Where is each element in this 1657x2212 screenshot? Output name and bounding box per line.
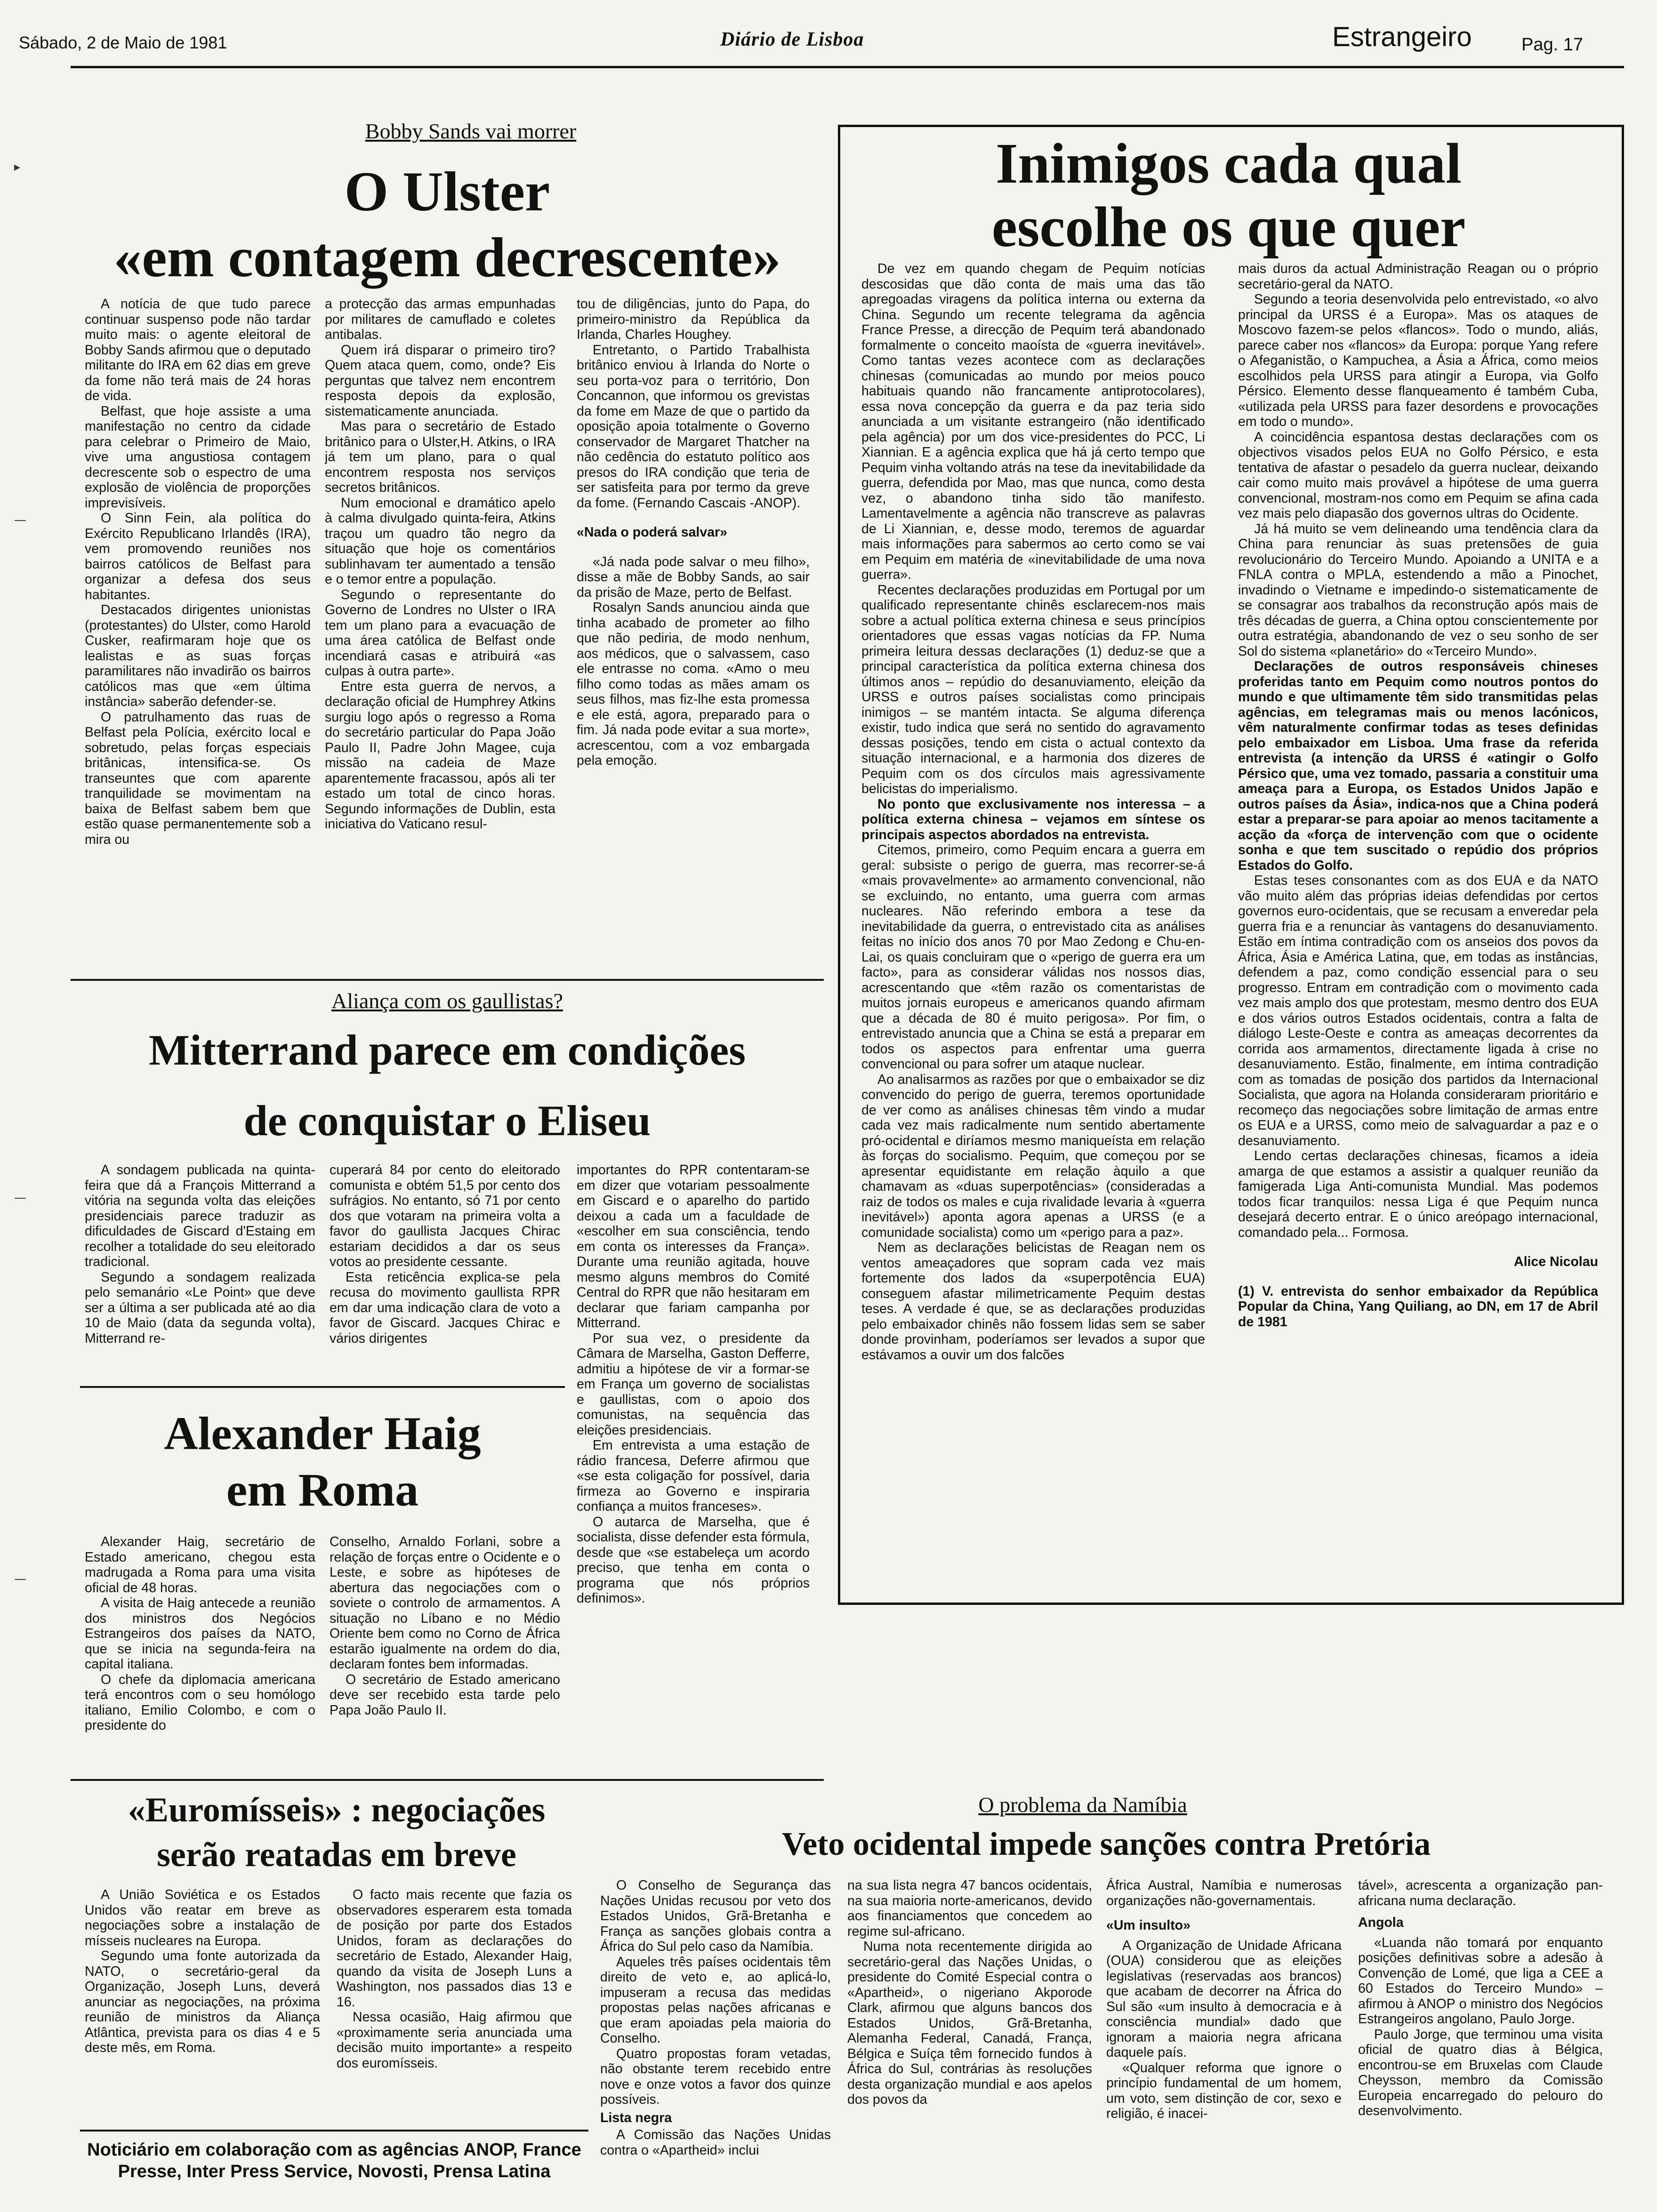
paragraph: cuperará 84 por cento do eleitorado comunista e obtém 51,5 por cento dos sufrágios. No entanto, só 71 por cento dos que votaram na primeira volta a favor do gaullista Jacques Chirac estariam decididos a dar os seus votos ao presidente cessante.	[330, 1162, 560, 1269]
article-column	[330, 1162, 560, 1379]
paragraph: Destacados dirigentes unionistas (protestantes) do Ulster, como Harold Cusker, reafirmaram hoje que os lealistas e as suas forças paramilitares não invadirão os bairros católicos mas que «em última instância» saberão defender-se.	[85, 602, 311, 709]
paragraph: Esta reticência explica-se pela recusa do movimento gaullista RPR em dar uma indicação clara de voto a favor de Giscard. Jacques Chirac e vários dirigentes	[330, 1269, 560, 1346]
paragraph: tou de diligências, junto do Papa, do primeiro-ministro da República da Irlanda, Charles Houghey.	[577, 297, 810, 342]
paragraph: Alexander Haig, secretário de Estado americano, chegou esta madrugada a Roma para uma visita oficial de 48 horas.	[85, 1534, 315, 1595]
margin-mark-icon: —	[14, 1572, 26, 1586]
paragraph: a protecção das armas empunhadas por militares de camuflado e coletes antibalas.	[325, 297, 555, 342]
article-column	[861, 261, 1205, 1579]
paragraph: O facto mais recente que fazia os observadores esperarem esta tomada de posição por parte dos Estados Unidos, foram as declarações do secretário de Estado, Alexander Haig, quando da visita de Joseph Luns a Washington, nos passados dias 13 e 16.	[337, 1887, 572, 2010]
paragraph: África Austral, Namíbia e numerosas organizações não-governamentais.	[1106, 1878, 1342, 1908]
paragraph: Quem irá disparar o primeiro tiro? Quem ataca quem, como, onde? Eis perguntas que talvez nem encontrem resposta depois da explosão, sistematicamente anunciada.	[325, 342, 555, 419]
article-headline: «Euromísseis» : negociações	[128, 1791, 546, 1829]
article-headline: Mitterrand parece em condições	[148, 1026, 746, 1074]
article-headline: em Roma	[226, 1464, 419, 1516]
article-column	[325, 297, 555, 965]
paragraph: A visita de Haig antecede a reunião dos ministros dos Negócios Estrangeiros dos países da NATO, que se inicia na segunda-feira na capital italiana.	[85, 1595, 315, 1672]
article-column	[577, 297, 810, 965]
article-column	[600, 1878, 831, 2203]
paragraph: «Qualquer reforma que ignore o princípio fundamental de um homem, um voto, sem distinção de cor, sexo e religião, é inacei-	[1106, 2060, 1342, 2121]
agencies-credit: Noticiário em colaboração com as agências ANOP, France Presse, Inter Press Service, Novosti, Prensa Latina	[87, 2140, 581, 2181]
paragraph: Nem as declarações belicistas de Reagan nem os ventos ameaçadores que sopram cada vez mais fortemente dos lados da «superpotência EUA) conseguem afastar milimetricamente Pequim destas teses. A verdade é que, se as declarações produzidas pelo embaixador chinês não fossem lidas sem se saber donde provinham, poderíamos ser levados a supor que estávamos a ouvir um dos falcões	[861, 1240, 1205, 1362]
paragraph: Rosalyn Sands anunciou ainda que tinha acabado de prometer ao filho que não pediria, de modo nenhum, aos médicos, que o salvassem, caso ele entrasse no coma. «Amo o meu filho como todas as mães amam os seus filhos, mas fiz-lhe esta promessa e ele está, agora, preparado para o fim. Já nada pode evitar a sua morte», acrescentou, com a voz embargada pela emoção.	[577, 600, 810, 768]
paragraph: Citemos, primeiro, como Pequim encara a guerra em geral: subsiste o perigo de guerra, mas recorrer-se-á «mais provavelmente» ao armamento convencional, não se excluindo, no entanto, uma guerra com armas nucleares. Não referindo embora a tese da inevitabilidade da guerra, o entrevistado cita as análises feitas no início dos anos 70 por Mao Zedong e Chu-en-Lai, os quais concluiram que o «perigo de guerra era um facto», para as considerar válidas nos nossos dias, acrescentando que «têm razão os comentaristas de muitos jornais europeus e americanos quando afirmam que a década de 80 é muito perigosa». Por fim, o entrevistado anuncia que a China se está a preparar em todos os aspectos para enfrentar uma guerra convencional ou para sofrer um ataque nuclear.	[861, 842, 1205, 1072]
subheading: Lista negra	[600, 2110, 672, 2125]
paragraph: A União Soviética e os Estados Unidos vão reatar em breve as negociações sobre a instalação de mísseis nucleares na Europa.	[85, 1887, 320, 1948]
paragraph: Já há muito se vem delineando uma tendência clara da China para renunciar às suas pretensões de guia revolucionário do Terceiro Mundo. Apoiando a UNITA e a FNLA contra o MPLA, estendendo a mão a Pinochet, invadindo o Vietname e impedindo-o sistematicamente de se consagrar aos trabalhos da reconstrução após mais de três décadas de guerra, a China optou conscientemente por outra estratégia, abandonando de vez o seu sonho de ser Sol do sistema «planetário» do «Terceiro Mundo».	[1238, 521, 1598, 659]
margin-mark-icon: ▸	[14, 160, 21, 174]
issue-date: Sábado, 2 de Maio de 1981	[19, 33, 227, 52]
paragraph: Nessa ocasião, Haig afirmou que «proximamente seria anunciada uma decisão muito importante» a respeito dos euromísseis.	[337, 2010, 572, 2071]
paragraph: A sondagem publicada na quinta-feira que dá a François Mitterrand a vitória na segunda volta das eleições presidenciais parece traduzir as dificuldades de Giscard d'Estaing em recolher a totalidade do seu eleitorado tradicional.	[85, 1162, 315, 1269]
article-kicker: Aliança com os gaullistas?	[331, 989, 563, 1013]
paragraph: Belfast, que hoje assiste a uma manifestação no centro da cidade para celebrar o Primeiro de Maio, vive uma angustiosa contagem decrescente sob o espectro de uma explosão de violência de proporções imprevisíveis.	[85, 403, 311, 511]
masthead: Diário de Lisboa	[720, 29, 864, 50]
article-column	[1358, 1878, 1603, 2203]
paragraph: Segundo o representante do Governo de Londres no Ulster o IRA tem um plano para a evacuação de uma área católica de Belfast onde incendiará casas e atribuirá «as culpas à outra parte».	[325, 587, 555, 679]
article-kicker: Bobby Sands vai morrer	[365, 119, 577, 143]
margin-mark-icon: —	[14, 513, 26, 527]
paragraph: Estas teses consonantes com as dos EUA e da NATO vão muito além das próprias ideias defendidas por certos governos euro-ocidentais, que se recusam a enveredar pela guerra fria e a renunciar às vantagens do desanuviamento. Estão em íntima contradição com os anseios dos povos da África, Ásia e América Latina, que, em todas as instâncias, defendem a paz, como condição essencial para o seu progresso. Entram em contradição com o movimento cada vez mais amplo dos que protestam, mesmo dentro dos EUA e dos vários outros Estados ocidentais, contra a falta de diálogo Leste-Oeste e contra as ameaças decorrentes da corrida aos armamentos, directamente ligada à crise no desanuviamento. Estão, finalmente, em íntima contradição com as tomadas de posição dos partidos da Internacional Socialista, que agora na Holanda consideraram prioritário e recomeço das negociações sobre limitação de armas entre os EUA e a URSS, como meio de salvaguardar a paz e o desanuviamento.	[1238, 873, 1598, 1148]
subheading: Angola	[1358, 1915, 1404, 1930]
paragraph: «Luanda não tomará por enquanto posições definitivas sobre a adesão à Convenção de Lomé, que liga a CEE a 60 Estados do Terceiro Mundo» – afirmou à ANOP o ministro dos Negócios Estrangeiros angolano, Paulo Jorge.	[1358, 1935, 1603, 2027]
paragraph: Aqueles três países ocidentais têm direito de veto e, ao aplicá-lo, impuseram a recusa das medidas propostas pelas nações africanas e que eram apoiadas pela maioria do Conselho.	[600, 1954, 831, 2046]
page-number: Pag. 17	[1521, 35, 1583, 55]
article-headline: Inimigos cada qual	[996, 132, 1462, 195]
paragraph: Segundo a teoria desenvolvida pelo entrevistado, «o alvo principal da URSS é a Europa». Mas os ataques de Moscovo fazem-se pelos «flancos». Todo o mundo, aliás, parece caber nos «flancos» da Europa: porque Yang refere o Afeganistão, o Kampuchea, a Ásia a África, como meios escolhidos pela URSS para atingir a Europa, via Golfo Pérsico. Elemento desse flanqueamento é também Cuba, «utilizada pela URSS para fazer desordens e provocações em todo o mundo».	[1238, 292, 1598, 429]
paragraph: A notícia de que tudo parece continuar suspenso pode não tardar muito mais: o agente eleitoral de Bobby Sands afirmou que o deputado militante do IRA em 62 dias em greve da fome não terá mais de 24 horas de vida.	[85, 297, 311, 403]
paragraph: A Comissão das Nações Unidas contra o «Apartheid» inclui	[600, 2127, 831, 2158]
paragraph: O autarca de Marselha, que é socialista, disse defender esta fórmula, desde que «se estabeleça um acordo preciso, que tenha em conta o programa que nós próprios definimos».	[577, 1514, 810, 1606]
paragraph: Declarações de outros responsáveis chineses proferidas tanto em Pequim como noutros pontos do mundo e que ultimamente têm sido transmitidas pelas agências, em telegramas mais ou menos lacónicos, vêm naturalmente confirmar todas as teses definidas pelo embaixador em Lisboa. Uma frase da referida entrevista (a intenção da URSS é «atingir o Golfo Pérsico que, uma vez tomado, passaria a constituir uma ameaça para a Europa, os Estados Unidos Japão e outros países da Ásia», indica-nos que a China poderá estar a preparar-se para apoiar ao menos tacitamente a acção da «força de intervenção com que o ocidente sonha e que tem suscitado o repúdio dos próprios Estados do Golfo.	[1238, 659, 1598, 873]
subheading: «Um insulto»	[1106, 1918, 1190, 1933]
article-headline: serão reatadas em breve	[157, 1835, 516, 1874]
article-separator	[71, 1779, 824, 1781]
paragraph: Mas para o secretário de Estado britânico para o Ulster,H. Atkins, o IRA já tem um plano, para o qual encontrem resposta nos serviços secretos britânicos.	[325, 419, 555, 495]
paragraph: Numa nota recentemente dirigida ao secretário-geral das Nações Unidas, o presidente do Comité Especial contra o «Apartheid», o nigeriano Akporode Clark, afirmou que alguns bancos dos Estados Unidos, Grã-Bretanha, Alemanha Federal, Canadá, França, Bélgica e Suíça têm fornecido fundos à África do Sul, contrárias às resoluções desta organização mundial e aos apelos dos povos da	[847, 1939, 1092, 2107]
paragraph: O secretário de Estado americano deve ser recebido esta tarde pelo Papa João Paulo II.	[330, 1672, 560, 1718]
article-column	[330, 1534, 560, 1770]
margin-mark-icon: —	[14, 1191, 26, 1205]
header-rule	[71, 66, 1624, 68]
paragraph: tável», acrescenta a organização pan-africana numa declaração.	[1358, 1878, 1603, 1908]
article-column	[85, 1887, 320, 2123]
article-column	[1238, 261, 1598, 1579]
paragraph: Por sua vez, o presidente da Câmara de Marselha, Gaston Defferre, admitiu a hipótese de vir a formar-se em França um governo de socialistas e gaullistas, com o apoio dos comunistas, na sequência das eleições presidenciais.	[577, 1330, 810, 1438]
paragraph: «Já nada pode salvar o meu filho», disse a mãe de Bobby Sands, ao sair da prisão de Maze, perto de Belfast.	[577, 554, 810, 600]
paragraph: Segundo uma fonte autorizada da NATO, o secretário-geral da Organização, Joseph Luns, deverá anunciar as negociações, na próxima reunião de ministros da Aliança Atlântica, prevista para os dias 4 e 5 deste mês, em Roma.	[85, 1948, 320, 2055]
paragraph: O patrulhamento das ruas de Belfast pela Polícia, exército local e sobretudo, pelas forças especiais britânicas, intensifica-se. Os transeuntes que com aparente tranquilidade se movimentam na baixa de Belfast sabem bem que estão quase permanentemente sob a mira ou	[85, 709, 311, 847]
paragraph: Entre esta guerra de nervos, a declaração oficial de Humphrey Atkins surgiu logo após o regresso a Roma do secretário particular do Papa João Paulo II, Padre John Magee, cuja missão na cadeia de Maze aparentemente fracassou, após ali ter estado um total de cinco horas. Segundo informações de Dublin, esta iniciativa do Vaticano resul-	[325, 679, 555, 832]
article-column	[577, 1162, 810, 1760]
subheading: «Nada o poderá salvar»	[577, 525, 727, 540]
section-name: Estrangeiro	[1332, 22, 1472, 52]
paragraph: Paulo Jorge, que terminou uma visita oficial de quatro dias à Bélgica, encontrou-se em Bruxelas com Claude Cheysson, membro da Comissão Europeia encarregado do pelouro do desenvolvimento.	[1358, 2027, 1603, 2118]
article-column	[847, 1878, 1092, 2203]
paragraph: importantes do RPR contentaram-se em dizer que votariam pessoalmente em Giscard e o aparelho do partido deixou a cada um a faculdade de «escolher em sua consciência, tendo em conta os interesses da França». Durante uma reunião agitada, houve mesmo alguns membros do Comité Central do RPR que não hesitaram em declarar que fariam campanha por Mitterrand.	[577, 1162, 810, 1330]
paragraph: Ao analisarmos as razões por que o embaixador se diz convencido do perigo de guerra, teremos oportunidade de ver como as análises chinesas têm vindo a mudar cada vez mais radicalmente num sentido abertamente pró-ocidental e diríamos mesmo maniqueísta em relação às forças do socialismo. Pequim, que começou por se apresentar equidistante em relação àquilo a que chamavam as «duas superpotências» (consideradas a raiz de todos os males e cuja rivalidade levaria à «guerra inevitável») aponta agora apenas a URSS (e a comunidade socialista) como um «perigo para a paz».	[861, 1072, 1205, 1240]
article-separator	[80, 1386, 565, 1388]
paragraph: Segundo a sondagem realizada pelo semanário «Le Point» que deve ser a última a ser publicada até ao dia 10 de Maio (data da segunda volta), Mitterrand re-	[85, 1269, 315, 1346]
paragraph: mais duros da actual Administração Reagan ou o próprio secretário-geral da NATO.	[1238, 261, 1598, 292]
paragraph: O Sinn Fein, ala política do Exército Republicano Irlandês (IRA), vem promovendo reuniões nos bairros católicos de Belfast para organizar a defesa dos seus habitantes.	[85, 511, 311, 602]
paragraph: O chefe da diplomacia americana terá encontros com o seu homólogo italiano, Emilio Colombo, e com o presidente do	[85, 1672, 315, 1733]
paragraph: O Conselho de Segurança das Nações Unidas recusou por veto dos Estados Unidos, Grã-Bretanha e França as sanções globais contra a África do Sul pelo caso da Namíbia.	[600, 1878, 831, 1954]
author-byline: Alice Nicolau	[1514, 1254, 1598, 1269]
article-headline: de conquistar o Eliseu	[243, 1097, 651, 1145]
paragraph: Lendo certas declarações chinesas, ficamos a ideia amarga de que estamos a assistir a qualquer reunião da famigerada Liga Anti-comunista Mundial. Mas podemos todos ficar tranquilos: nessa Liga é que Pequim nunca desejará decerto entrar. E o único areópago internacional, comandado pela... Formosa.	[1238, 1148, 1598, 1240]
paragraph: Em entrevista a uma estação de rádio francesa, Deferre afirmou que «se esta coligação for possível, daria firmeza ao Governo e inspiraria confiança a muitos franceses».	[577, 1438, 810, 1514]
article-column	[1106, 1878, 1342, 2203]
paragraph: Conselho, Arnaldo Forlani, sobre a relação de forças entre o Ocidente e o Leste, e sobre as hipóteses de abertura das negociações com o soviete o controlo de armamentos. A situação no Líbano e no Médio Oriente bem como no Corno de África estarão igualmente na ordem do dia, declaram fontes bem informadas.	[330, 1534, 560, 1672]
credit-rule	[80, 2130, 588, 2132]
article-headline: Veto ocidental impede sanções contra Pretória	[781, 1826, 1431, 1862]
paragraph: Recentes declarações produzidas em Portugal por um qualificado representante chinês esclarecem-nos mais sobre a actual política externa chinesa e seus princípios orientadores que essas vagas notícias da FP. Numa primeira leitura dessas declarações (1) deduz-se que a principal característica da política externa chinesa dos últimos anos – repúdio do desanuviamento, eleição da URSS e outros países socialistas como principais inimigos – se mantém intacta. Se alguma diferença existir, tudo indica que será no sentido do agravamento dessas posições, tendo em cista o actual contexto da situação internacional, e a harmonia dos dizeres de Pequim com os dos círculos mais agressivamente belicistas do imperialismo.	[861, 582, 1205, 796]
article-column	[85, 1162, 315, 1379]
article-kicker: O problema da Namíbia	[978, 1793, 1187, 1817]
article-column	[85, 1534, 315, 1770]
article-separator	[71, 979, 824, 981]
paragraph: No ponto que exclusivamente nos interessa – a política externa chinesa – vejamos em síntese os principais aspectos abordados na entrevista.	[861, 796, 1205, 842]
article-column	[337, 1887, 572, 2123]
paragraph: De vez em quando chegam de Pequim notícias descosidas que dão conta de mais uma das tão apregoadas viragens da política interna ou externa da China. Segundo um recente telegrama da agência France Presse, a direcção de Pequim terá abandonado formalmente o conceito maoísta de «guerra inevitável». Como tantas vezes acontece com as declarações chinesas (comunicadas ao mundo por meios pouco habituais quando não francamente antiprotocolares), essa nova concepção da guerra e da paz teria sido anunciada a um visitante estrangeiro (não identificado pela agência) por um dos vice-presidentes do PCC, Li Xiannian. E a agência explica que há já certo tempo que Pequim vinha voltando atrás na tese da inevitabilidade da guerra, defendida por Mao, mas que nunca, como desta vez, o abandono tinha sido tão manifesto. Lamentavelmente a agência não transcreve as palavras de Li Xiannian, e, desse modo, teremos de aguardar mais informações para sabermos ao certo como se vai em Pequim em matéria de «inevitabilidade de uma nova guerra».	[861, 261, 1205, 582]
paragraph: A coincidência espantosa destas declarações com os objectivos visados pelos EUA no Golfo Pérsico, e esta tentativa de afastar o pesadelo da guerra nuclear, deixando cair como muito mais provável a hipótese de uma guerra convencional, mostram-nos como em Pequim se afina cada vez mais pelo diapasão dos governos ultras do Ocidente.	[1238, 429, 1598, 521]
article-headline: escolhe os que quer	[991, 195, 1466, 259]
paragraph: Num emocional e dramático apelo à calma divulgado quinta-feira, Atkins traçou um quadro tão negro da situação que hoje os comentários sublinhavam ter aumentado a tensão e o temor entre a população.	[325, 495, 555, 587]
article-headline: Alexander Haig	[164, 1407, 481, 1459]
article-column	[85, 297, 311, 965]
paragraph: Entretanto, o Partido Trabalhista britânico enviou à Irlanda do Norte o seu porta-voz para o território, Don Concannon, que informou os grevistas da fome em Maze de que o partido da oposição apoia totalmente o Governo conservador de Margaret Thatcher na não cedência do estatuto político aos presos do IRA condição que teria de ser satisfeita para por termo da greve da fome. (Fernando Cascais -ANOP).	[577, 342, 810, 511]
paragraph: A Organização de Unidade Africana (OUA) considerou que as eleições legislativas (reservadas aos brancos) que acabam de decorrer na África do Sul são «um insulto à democracia e à consciência mundial» dado que ignoram a maioria negra africana daquele país.	[1106, 1938, 1342, 2060]
article-headline: O Ulster	[344, 160, 550, 223]
paragraph: na sua lista negra 47 bancos ocidentais, na sua maioria norte-americanos, devido aos financiamentos que concedem ao regime sul-africano.	[847, 1878, 1092, 1939]
paragraph: Quatro propostas foram vetadas, não obstante terem recebido entre nove e onze votos a favor dos quinze possíveis.	[600, 2046, 831, 2107]
footnote: (1) V. entrevista do senhor embaixador da República Popular da China, Yang Quiliang, ao DN, em 17 de Abril de 1981	[1238, 1283, 1598, 1330]
article-headline: «em contagem decrescente»	[113, 226, 781, 289]
